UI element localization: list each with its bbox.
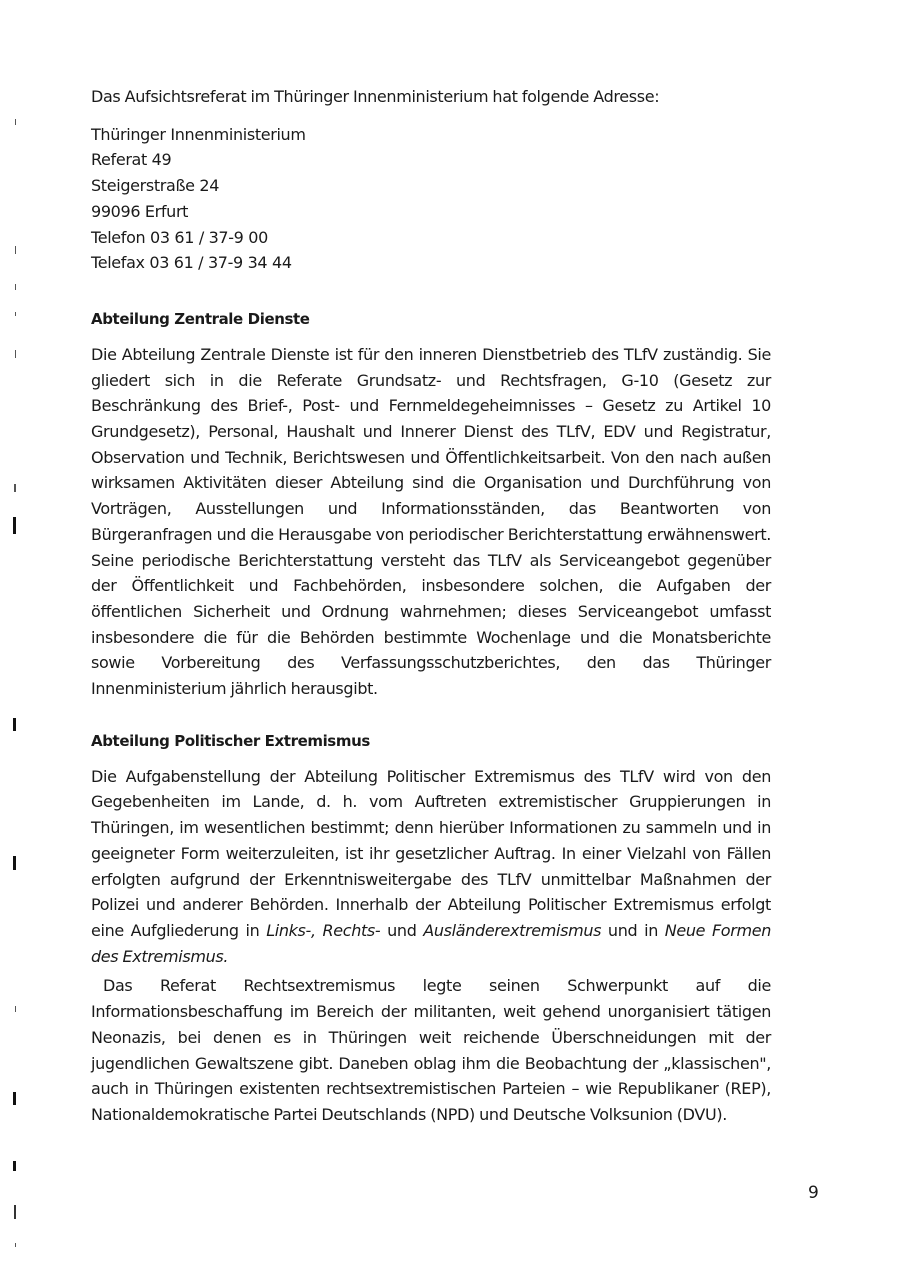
document-page xyxy=(91,84,771,1156)
emphasis-text: Ausländerextremismus xyxy=(423,920,602,940)
address-line: Referat 49 xyxy=(91,150,172,170)
section-heading: Abteilung Politischer Extremismus xyxy=(91,731,370,750)
address-block xyxy=(91,122,771,276)
fax-line: Telefax 03 61 / 37-9 34 44 xyxy=(91,253,292,273)
section-paragraph: Das Referat Rechtsextremismus legte seinen Schwerpunkt auf die Informationsbeschaffung im Bereich der militanten, weit gehend unorganisiert tätigen Neonazis, bei denen es in Thüringen weit reichende Überschneidungen mit der jugendlichen Gewaltszene gibt. Daneben oblag ihm die Beobachtung der „klassischen", auch in Thüringen existenten rechtsextremistischen Parteien – wie Republikaner (REP), Nationaldemokratische Partei Deutschlands (NPD) und Deutsche Volksunion (DVU). xyxy=(91,976,771,1124)
emphasis-text: Links-, Rechts- xyxy=(266,920,381,940)
section-paragraph xyxy=(91,764,771,970)
section-heading: Abteilung Zentrale Dienste xyxy=(91,309,310,328)
section-zentrale-dienste xyxy=(91,308,771,702)
emphasis-text: Neue Formen des Extremismus. xyxy=(91,920,771,966)
scan-margin-marks xyxy=(0,0,20,1278)
address-line: 99096 Erfurt xyxy=(91,201,189,221)
paragraph-text: und xyxy=(380,920,424,940)
section-paragraph: Die Abteilung Zentrale Dienste ist für den inneren Dienstbetrieb des TLfV zuständig. Sie gliedert sich in die Referate Grundsatz- und Rechtsfragen, G-10 (Gesetz zur Beschränkung des Brief-, Post- und Fernmeldegeheimnisses – Gesetz zu Artikel 10 Grundgesetz), Personal, Haushalt und Innerer Dienst des TLfV, EDV und Registratur, Observation und Technik, Berichtswesen und Öffentlichkeitsarbeit. Von den nach außen wirksamen Aktivitäten dieser Abteilung sind die Organisation und Durchführung von Vorträgen, Ausstellungen und Informationsständen, das Beantworten von Bürgeranfragen und die Herausgabe von periodischer Berichterstattung erwähnenswert. Seine periodische Berichterstattung versteht das TLfV als Serviceangebot gegenüber der Öffentlichkeit und Fachbehörden, insbesondere solchen, die Aufgaben der öffentlichen Sicherheit und Ordnung wahrnehmen; dieses Serviceangebot umfasst insbesondere die für die Behörden bestimmte Wochenlage und die Monatsberichte sowie Vorbereitung des Verfassungsschutzberichtes, den das Thüringer Innenministerium jährlich herausgibt. xyxy=(91,344,771,699)
address-line: Steigerstraße 24 xyxy=(91,176,220,196)
paragraph-text: und in xyxy=(601,920,665,940)
section-politischer-extremismus xyxy=(91,730,771,1128)
intro-text: Das Aufsichtsreferat im Thüringer Innenministerium hat folgende Adresse: xyxy=(91,87,660,106)
paragraph-text: Die Aufgabenstellung der Abteilung Politischer Extremismus des TLfV wird von den Gegebenheiten im Lande, d. h. vom Auftreten extremistischer Gruppierungen in Thüringen, im wesentlichen bestimmt; denn hierüber Informationen zu sammeln und in geeigneter Form weiterzuleiten, ist ihr gesetzlicher Auftrag. In einer Vielzahl von Fällen erfolgten aufgrund der Erkenntnisweitergabe des TLfV unmittelbar Maßnahmen der Polizei und anderer Behörden. Innerhalb der Abteilung Politischer Extremismus erfolgt eine Aufgliederung in xyxy=(91,766,771,940)
address-line: Thüringer Innenministerium xyxy=(91,124,306,144)
phone-line: Telefon 03 61 / 37-9 00 xyxy=(91,227,268,247)
page-number: 9 xyxy=(808,1183,819,1203)
